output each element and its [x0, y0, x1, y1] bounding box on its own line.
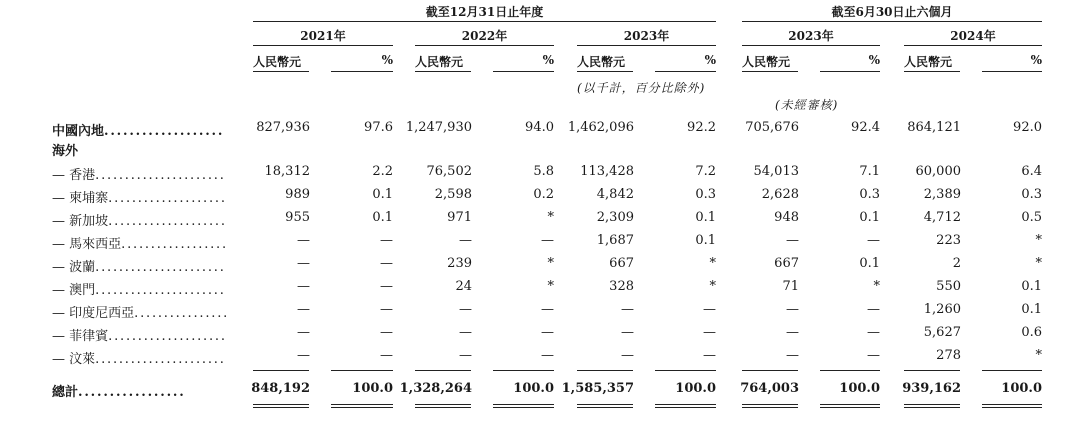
cell-percent: * — [873, 279, 880, 294]
cell-percent: 0.1 — [1021, 279, 1042, 294]
cell-amount: 18,312 — [264, 164, 310, 179]
cell-amount: 667 — [609, 256, 634, 271]
cell-amount: — — [297, 279, 310, 294]
cell-percent: 100.0 — [675, 381, 716, 396]
subtotal-rule — [904, 370, 960, 371]
cell-percent: 92.0 — [1013, 120, 1042, 135]
cell-percent: — — [867, 233, 880, 248]
cell-amount: 2,628 — [761, 187, 799, 202]
cell-amount: 60,000 — [915, 164, 961, 179]
cell-amount: 827,936 — [256, 120, 310, 135]
subtotal-rule — [820, 370, 880, 371]
group-header-year-end: 截至12月31日止年度 — [425, 5, 544, 19]
year-rule — [253, 45, 393, 46]
total-double-rule — [742, 404, 798, 408]
cell-percent: 0.1 — [1021, 302, 1042, 317]
cell-amount: 4,712 — [923, 210, 961, 225]
row-label-total — [52, 381, 240, 400]
subheader-rmb: 人民幣元 — [577, 55, 626, 69]
cell-percent: 100.0 — [1001, 381, 1042, 396]
subheader-rule — [415, 71, 471, 72]
row-label-text: — 新加坡 — [52, 214, 109, 229]
cell-amount: 1,687 — [596, 233, 634, 248]
subheader-rule — [493, 71, 554, 72]
row-label-text: — 柬埔寨 — [52, 191, 109, 206]
cell-amount: 864,121 — [907, 120, 961, 135]
cell-percent: — — [867, 325, 880, 340]
total-double-rule — [253, 404, 309, 408]
row-label-text: 總計 — [52, 385, 79, 400]
cell-percent: * — [709, 279, 716, 294]
leader-dots: ...................... — [95, 352, 226, 367]
year-header-h1-2023: 2023年 — [788, 29, 834, 43]
row-label-text: — 汶萊 — [52, 352, 96, 367]
cell-percent: 0.3 — [859, 187, 880, 202]
cell-amount: 1,328,264 — [399, 381, 472, 396]
leader-dots: .................... — [108, 214, 227, 229]
cell-percent: — — [541, 233, 554, 248]
cell-amount: 955 — [285, 210, 310, 225]
row-label-r2 — [52, 164, 240, 183]
cell-amount: — — [621, 302, 634, 317]
cell-amount: — — [297, 348, 310, 363]
row-label-r0 — [52, 120, 240, 139]
cell-amount: 278 — [936, 348, 961, 363]
subheader-rule — [655, 71, 716, 72]
cell-percent: * — [1035, 256, 1042, 271]
subheader-rule — [904, 71, 960, 72]
group-rule-half-year — [742, 21, 1042, 22]
leader-dots: .................... — [108, 329, 227, 344]
cell-amount: 223 — [936, 233, 961, 248]
cell-percent: 0.1 — [695, 233, 716, 248]
cell-amount: 328 — [609, 279, 634, 294]
row-label-text: — 菲律賓 — [52, 329, 109, 344]
cell-percent: 0.1 — [372, 187, 393, 202]
cell-amount: — — [297, 256, 310, 271]
subheader-rmb: 人民幣元 — [253, 55, 302, 69]
cell-amount: — — [297, 325, 310, 340]
cell-amount: — — [786, 348, 799, 363]
cell-percent: — — [380, 325, 393, 340]
row-label-r9 — [52, 325, 240, 344]
cell-percent: 5.8 — [533, 164, 554, 179]
row-label-r10 — [52, 348, 240, 367]
cell-amount: 4,842 — [596, 187, 634, 202]
cell-amount: 113,428 — [580, 164, 634, 179]
leader-dots: .................... — [108, 191, 227, 206]
cell-amount: 764,003 — [740, 381, 799, 396]
leader-dots: ...................... — [95, 283, 226, 298]
cell-amount: 550 — [936, 279, 961, 294]
subheader-rmb: 人民幣元 — [742, 55, 791, 69]
group-header-half-year: 截至6月30日止六個月 — [831, 5, 953, 19]
cell-amount: — — [786, 325, 799, 340]
cell-amount: 54,013 — [753, 164, 799, 179]
row-label-r1 — [52, 140, 240, 159]
cell-percent: * — [1035, 233, 1042, 248]
note-thousands: (以千計，百分比除外) — [577, 81, 706, 95]
subtotal-rule — [742, 370, 798, 371]
subtotal-rule — [253, 370, 309, 371]
row-label-text: 海外 — [52, 144, 79, 159]
cell-amount: 971 — [447, 210, 472, 225]
total-double-rule — [904, 404, 960, 408]
year-rule — [577, 45, 716, 46]
subtotal-rule — [655, 370, 716, 371]
row-label-text: — 波蘭 — [52, 260, 96, 275]
cell-percent: — — [380, 233, 393, 248]
leader-dots: ................... — [104, 124, 225, 139]
row-label-r8 — [52, 302, 240, 321]
row-label-r7 — [52, 279, 240, 298]
cell-percent: — — [867, 348, 880, 363]
leader-dots: ................ — [134, 306, 230, 321]
group-rule-year-end — [253, 21, 716, 22]
cell-percent: — — [380, 256, 393, 271]
cell-percent: — — [867, 302, 880, 317]
row-label-text: 中國內地 — [52, 124, 105, 139]
row-label-text: — 馬來西亞 — [52, 237, 122, 252]
cell-amount: 5,627 — [923, 325, 961, 340]
leader-dots: ...................... — [95, 260, 226, 275]
cell-percent: 100.0 — [352, 381, 393, 396]
row-label-r5 — [52, 233, 240, 252]
year-rule — [742, 45, 880, 46]
cell-percent: * — [709, 256, 716, 271]
subtotal-rule — [415, 370, 471, 371]
row-label-text: — 香港 — [52, 168, 96, 183]
leader-dots: .................. — [121, 237, 228, 252]
cell-amount: 848,192 — [251, 381, 310, 396]
subheader-rule — [331, 71, 393, 72]
cell-amount: 1,260 — [923, 302, 961, 317]
cell-amount: — — [621, 325, 634, 340]
total-double-rule — [577, 404, 633, 408]
cell-percent: 92.4 — [851, 120, 880, 135]
cell-percent: 100.0 — [839, 381, 880, 396]
subheader-pct: % — [1030, 53, 1042, 67]
subtotal-rule — [493, 370, 554, 371]
total-double-rule — [493, 404, 554, 408]
cell-percent: 0.1 — [859, 256, 880, 271]
year-header-2022: 2022年 — [461, 29, 508, 43]
cell-amount: — — [459, 302, 472, 317]
row-label-text: — 澳門 — [52, 283, 96, 298]
cell-amount: — — [786, 302, 799, 317]
subheader-pct: % — [704, 53, 716, 67]
cell-percent: 2.2 — [372, 164, 393, 179]
cell-percent: 100.0 — [513, 381, 554, 396]
cell-percent: — — [541, 302, 554, 317]
cell-percent: 6.4 — [1021, 164, 1042, 179]
cell-percent: 0.1 — [695, 210, 716, 225]
subheader-pct: % — [381, 53, 393, 67]
cell-percent: 0.1 — [372, 210, 393, 225]
year-header-h1-2024: 2024年 — [950, 29, 996, 43]
row-label-r4 — [52, 210, 240, 229]
cell-amount: — — [459, 325, 472, 340]
cell-percent: * — [1035, 348, 1042, 363]
cell-percent: 97.6 — [364, 120, 393, 135]
cell-percent: 7.1 — [859, 164, 880, 179]
subtotal-rule — [577, 370, 633, 371]
note-unaudited: (未經審核) — [775, 98, 839, 112]
cell-amount: — — [621, 348, 634, 363]
cell-percent: — — [541, 325, 554, 340]
cell-amount: 1,247,930 — [405, 120, 472, 135]
leader-dots: ................. — [78, 385, 186, 400]
subheader-rule — [253, 71, 309, 72]
subheader-pct: % — [542, 53, 554, 67]
cell-percent: 7.2 — [695, 164, 716, 179]
cell-percent: 0.6 — [1021, 325, 1042, 340]
cell-amount: 948 — [774, 210, 799, 225]
subtotal-rule — [982, 370, 1042, 371]
cell-amount: 71 — [782, 279, 799, 294]
cell-amount: 2,309 — [596, 210, 634, 225]
total-double-rule — [415, 404, 471, 408]
cell-percent: — — [380, 348, 393, 363]
cell-amount: 1,462,096 — [567, 120, 634, 135]
subheader-rmb: 人民幣元 — [415, 55, 464, 69]
cell-amount: 76,502 — [426, 164, 472, 179]
cell-amount: — — [297, 302, 310, 317]
cell-amount: 24 — [455, 279, 472, 294]
cell-percent: 92.2 — [687, 120, 716, 135]
cell-amount: 2,389 — [923, 187, 961, 202]
cell-percent: — — [380, 302, 393, 317]
row-label-text: — 印度尼西亞 — [52, 306, 135, 321]
cell-percent: 94.0 — [525, 120, 554, 135]
cell-amount: 939,162 — [902, 381, 961, 396]
subheader-rule — [820, 71, 880, 72]
cell-percent: * — [547, 210, 554, 225]
subheader-rule — [577, 71, 633, 72]
cell-percent: — — [380, 279, 393, 294]
year-header-2023: 2023年 — [623, 29, 670, 43]
cell-percent: 0.1 — [859, 210, 880, 225]
cell-percent: * — [547, 256, 554, 271]
cell-amount: — — [459, 348, 472, 363]
year-rule — [904, 45, 1042, 46]
cell-amount: 989 — [285, 187, 310, 202]
cell-percent: — — [541, 348, 554, 363]
cell-percent: — — [703, 348, 716, 363]
cell-amount: 1,585,357 — [561, 381, 634, 396]
cell-percent: 0.5 — [1021, 210, 1042, 225]
subheader-rule — [742, 71, 798, 72]
subheader-rule — [982, 71, 1042, 72]
cell-amount: 239 — [447, 256, 472, 271]
cell-percent: 0.3 — [1021, 187, 1042, 202]
cell-amount: — — [297, 233, 310, 248]
leader-dots: ...................... — [95, 168, 226, 183]
row-label-r6 — [52, 256, 240, 275]
total-double-rule — [331, 404, 393, 408]
cell-amount: — — [459, 233, 472, 248]
cell-percent: — — [703, 302, 716, 317]
row-label-r3 — [52, 187, 240, 206]
cell-amount: 705,676 — [745, 120, 799, 135]
cell-amount: — — [786, 233, 799, 248]
subtotal-rule — [331, 370, 393, 371]
subheader-pct: % — [868, 53, 880, 67]
total-double-rule — [982, 404, 1042, 408]
cell-percent: 0.3 — [695, 187, 716, 202]
year-rule — [415, 45, 554, 46]
year-header-2021: 2021年 — [300, 29, 346, 43]
cell-percent: 0.2 — [533, 187, 554, 202]
cell-amount: 2,598 — [434, 187, 472, 202]
cell-amount: 2 — [952, 256, 961, 271]
total-double-rule — [820, 404, 880, 408]
total-double-rule — [655, 404, 716, 408]
cell-amount: 667 — [774, 256, 799, 271]
cell-percent: — — [703, 325, 716, 340]
subheader-rmb: 人民幣元 — [904, 55, 953, 69]
cell-percent: * — [547, 279, 554, 294]
